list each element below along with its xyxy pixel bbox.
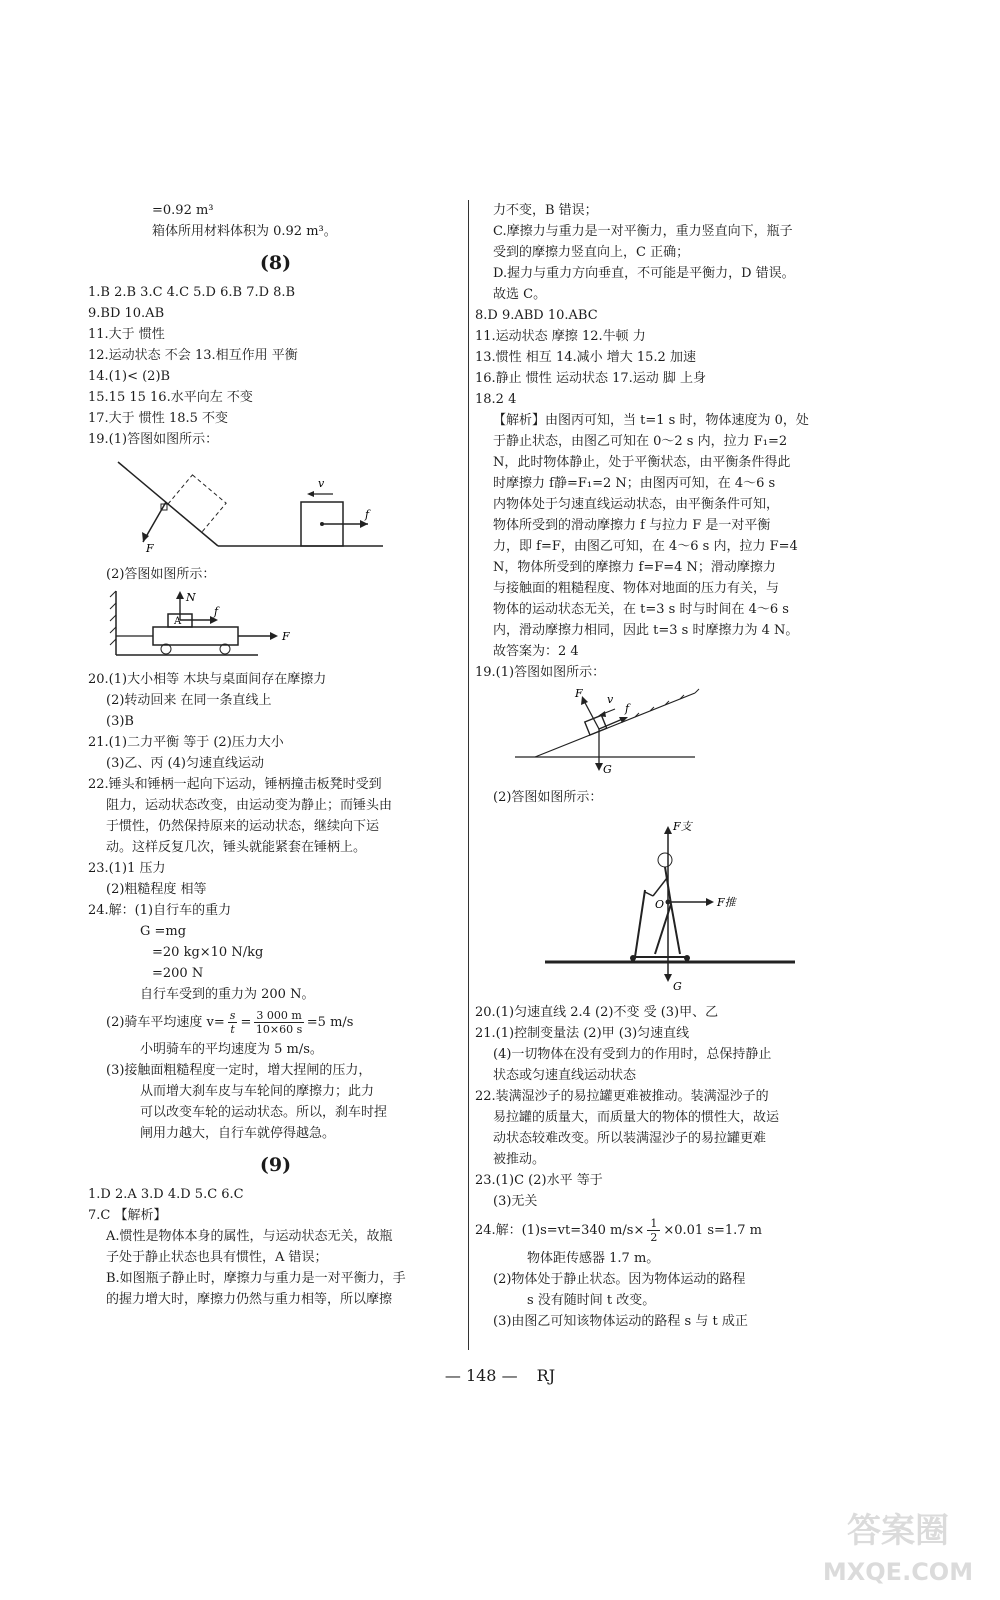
answer-line: 易拉罐的质量大，而质量大的物体的惯性大，故运 [493, 1110, 780, 1125]
answer-line: 19.(1)答图如图所示： [475, 665, 606, 680]
incline-force-diagram [88, 454, 388, 554]
answer-line: 1.D 2.A 3.D 4.D 5.C 6.C [88, 1187, 244, 1202]
answer-line: (2)物体处于静止状态。因为物体运动的路程 [493, 1272, 746, 1287]
answer-line: 20.(1)大小相等 木块与桌面间存在摩擦力 [88, 672, 327, 687]
answer-line: 12.运动状态 不会 13.相互作用 平衡 [88, 348, 298, 363]
friction-label: f [214, 605, 219, 618]
answer-line: 21.(1)控制变量法 (2)甲 (3)匀速直线 [475, 1026, 690, 1041]
analysis-line: 与接触面的粗糙程度、物体对地面的压力有关，与 [493, 581, 780, 596]
right-column [475, 200, 875, 1332]
fraction-denominator: t [230, 1022, 235, 1036]
support-force-label: F支 [673, 820, 692, 833]
answer-line: 自行车受到的重力为 200 N。 [140, 987, 315, 1002]
support-force-label: F [575, 687, 583, 700]
page-number: — 148 — [444, 1366, 518, 1385]
answer-line: B.如图瓶子静止时，摩擦力与重力是一对平衡力，手 [106, 1271, 406, 1286]
answer-line: D.握力与重力方向垂直，不可能是平衡力，D 错误。 [493, 266, 795, 281]
watermark-bottom: MXQE.COM [822, 1558, 974, 1586]
watermark-logo [808, 1500, 988, 1590]
left-column [88, 200, 463, 1310]
answer-line: 故选 C。 [493, 287, 547, 302]
answer-line: 23.(1)1 压力 [88, 861, 166, 876]
analysis-line: 于静止状态，由图乙可知在 0～2 s 内，拉力 F₁=2 [493, 434, 788, 449]
answer-line: C.摩擦力与重力是一对平衡力，重力竖直向下，瓶子 [493, 224, 793, 239]
answer-line: 的握力增大时，摩擦力仍然与重力相等，所以摩擦 [106, 1292, 393, 1307]
answer-line: 子处于静止状态也具有惯性，A 错误； [106, 1250, 328, 1265]
gravity-label: G [603, 763, 612, 776]
answer-line: 被推动。 [493, 1152, 546, 1167]
text-line: =0.92 m³ [152, 203, 214, 218]
fraction-numerator: 3 000 m [256, 1008, 302, 1022]
friction-label: f [625, 702, 630, 715]
answer-line: 小明骑车的平均速度为 5 m/s。 [140, 1042, 323, 1057]
gravity-label: G [673, 980, 682, 992]
answer-line: 16.静止 惯性 运动状态 17.运动 脚 上身 [475, 371, 707, 386]
fraction-s-t [228, 1009, 238, 1036]
velocity-label: v [607, 693, 614, 706]
equals-sign: = [240, 1014, 252, 1030]
answer-line: 22.装满湿沙子的易拉罐更难被推动。装满湿沙子的 [475, 1089, 769, 1104]
fraction-numerator: s [229, 1008, 236, 1022]
answer-line: 状态或匀速直线运动状态 [493, 1068, 637, 1083]
text-line: 箱体所用材料体积为 0.92 m³。 [152, 224, 337, 239]
fraction-half [647, 1217, 660, 1244]
answer-line: 20.(1)匀速直线 2.4 (2)不变 受 (3)甲、乙 [475, 1005, 719, 1020]
formula-result: ×0.01 s=1.7 m [663, 1222, 763, 1238]
formula-text: 24.解：(1)s=vt=340 m/s× [475, 1222, 645, 1238]
answer-line: 阻力，运动状态改变，由运动变为静止；而锤头由 [106, 798, 393, 813]
section-title-8: (8) [259, 252, 292, 274]
velocity-label: v [318, 477, 325, 490]
page-footer [0, 1366, 1000, 1385]
answer-line: (3)接触面粗糙程度一定时，增大捏闸的压力， [106, 1063, 372, 1078]
answer-line: (2)转动回来 在同一条直线上 [106, 693, 272, 708]
answer-line: 7.C 【解析】 [88, 1208, 167, 1223]
section-title-9: (9) [259, 1154, 292, 1176]
answer-line: 13.惯性 相互 14.减小 增大 15.2 加速 [475, 350, 696, 365]
answer-line: 可以改变车轮的运动状态。所以，刹车时捏 [140, 1105, 388, 1120]
formula-text: (2)骑车平均速度 v= [106, 1014, 225, 1030]
text-line: (2)答图如图所示： [106, 567, 216, 582]
answer-line: =200 N [152, 966, 204, 981]
answer-line: 24.解：(1)自行车的重力 [88, 903, 232, 918]
answer-line: 从而增大刹车皮与车轮间的摩擦力；此力 [140, 1084, 375, 1099]
fraction-denominator: 2 [650, 1230, 658, 1244]
answer-line: 14.(1)< (2)B [88, 369, 171, 384]
friction-label: f [365, 508, 370, 521]
answer-line: 力不变，B 错误； [493, 203, 598, 218]
analysis-line: 物体的运动状态无关，在 t=3 s 时与时间在 4～6 s [493, 602, 789, 617]
point-o-label: O [655, 898, 665, 911]
answer-line: 受到的摩擦力竖直向上，C 正确； [493, 245, 690, 260]
answer-line: 11.运动状态 摩擦 12.牛顿 力 [475, 329, 646, 344]
analysis-line: 力，即 f=F，由图乙可知，在 4～6 s 内，拉力 F=4 [493, 539, 798, 554]
answer-line: =20 kg×10 N/kg [152, 945, 264, 960]
answer-line: (2)粗糙程度 相等 [106, 882, 207, 897]
edition-code: RJ [536, 1366, 556, 1385]
answer-line: 11.大于 惯性 [88, 327, 165, 342]
answer-line: 8.D 9.ABD 10.ABC [475, 308, 598, 323]
answer-line: 15.15 15 16.水平向左 不变 [88, 390, 253, 405]
distance-formula [475, 1212, 875, 1248]
pull-force-label: F [282, 630, 290, 643]
answer-line: 18.2 4 [475, 392, 517, 407]
analysis-line: 故答案为：2 4 [493, 644, 579, 659]
answer-line: 17.大于 惯性 18.5 不变 [88, 411, 229, 426]
normal-force-label: N [186, 591, 196, 604]
analysis-line: 内物体处于匀速直线运动状态，由平衡条件可知， [493, 497, 780, 512]
push-force-label: F推 [717, 896, 736, 909]
cart-force-diagram [108, 589, 408, 659]
analysis-line: N，此时物体静止，处于平衡状态，由平衡条件得此 [493, 455, 791, 470]
answer-line: 23.(1)C (2)水平 等于 [475, 1173, 603, 1188]
analysis-line: 内，滑动摩擦力相同，因此 t=3 s 时摩擦力为 4 N。 [493, 623, 799, 638]
answer-line: 物体距传感器 1.7 m。 [527, 1251, 660, 1266]
answer-line: 动状态较难改变。所以装满湿沙子的易拉罐更难 [493, 1131, 767, 1146]
answer-line: s 没有随时间 t 改变。 [527, 1293, 656, 1308]
fraction-values [254, 1009, 303, 1036]
answer-line: (3)乙、丙 (4)匀速直线运动 [106, 756, 264, 771]
answer-line: 闸用力越大，自行车就停得越急。 [140, 1126, 336, 1141]
answer-line: G =mg [140, 924, 187, 939]
answer-line: (2)答图如图所示： [493, 790, 603, 805]
answer-line: 9.BD 10.AB [88, 306, 165, 321]
answer-line: (3)无关 [493, 1194, 538, 1209]
answer-line: 1.B 2.B 3.C 4.C 5.D 6.B 7.D 8.B [88, 285, 296, 300]
block-label: A [174, 616, 182, 627]
answer-line: 21.(1)二力平衡 等于 (2)压力大小 [88, 735, 284, 750]
answer-line: (3)B [106, 714, 134, 729]
answer-line: 动。这样反复几次，锤头就能紧套在锤柄上。 [106, 840, 367, 855]
analysis-line: 时摩擦力 f静=F₁=2 N；由图丙可知，在 4～6 s [493, 476, 776, 491]
incline-block-diagram [495, 687, 835, 777]
analysis-line: 【解析】由图丙可知，当 t=1 s 时，物体速度为 0，处 [493, 413, 809, 428]
answer-line: 19.(1)答图如图所示： [88, 432, 219, 447]
column-divider [468, 200, 469, 1350]
scooter-force-diagram [505, 812, 845, 992]
answer-line: (3)由图乙可知该物体运动的路程 s 与 t 成正 [493, 1314, 748, 1329]
speed-formula [88, 1005, 463, 1039]
fraction-denominator: 10×60 s [255, 1022, 303, 1036]
analysis-line: 物体所受到的滑动摩擦力 f 与拉力 F 是一对平衡 [493, 518, 771, 533]
answer-line: 于惯性，仍然保持原来的运动状态，继续向下运 [106, 819, 380, 834]
answer-line: 22.锤头和锤柄一起向下运动，锤柄撞击板凳时受到 [88, 777, 382, 792]
analysis-line: N，物体所受到的摩擦力 f=F=4 N；滑动摩擦力 [493, 560, 776, 575]
force-label: F [146, 542, 154, 554]
watermark-top: 答案圈 [847, 1511, 949, 1551]
fraction-numerator: 1 [647, 1217, 660, 1231]
formula-result: =5 m/s [306, 1014, 354, 1030]
answer-line: A.惯性是物体本身的属性，与运动状态无关，故瓶 [106, 1229, 393, 1244]
answer-line: (4)一切物体在没有受到力的作用时，总保持静止 [493, 1047, 772, 1062]
